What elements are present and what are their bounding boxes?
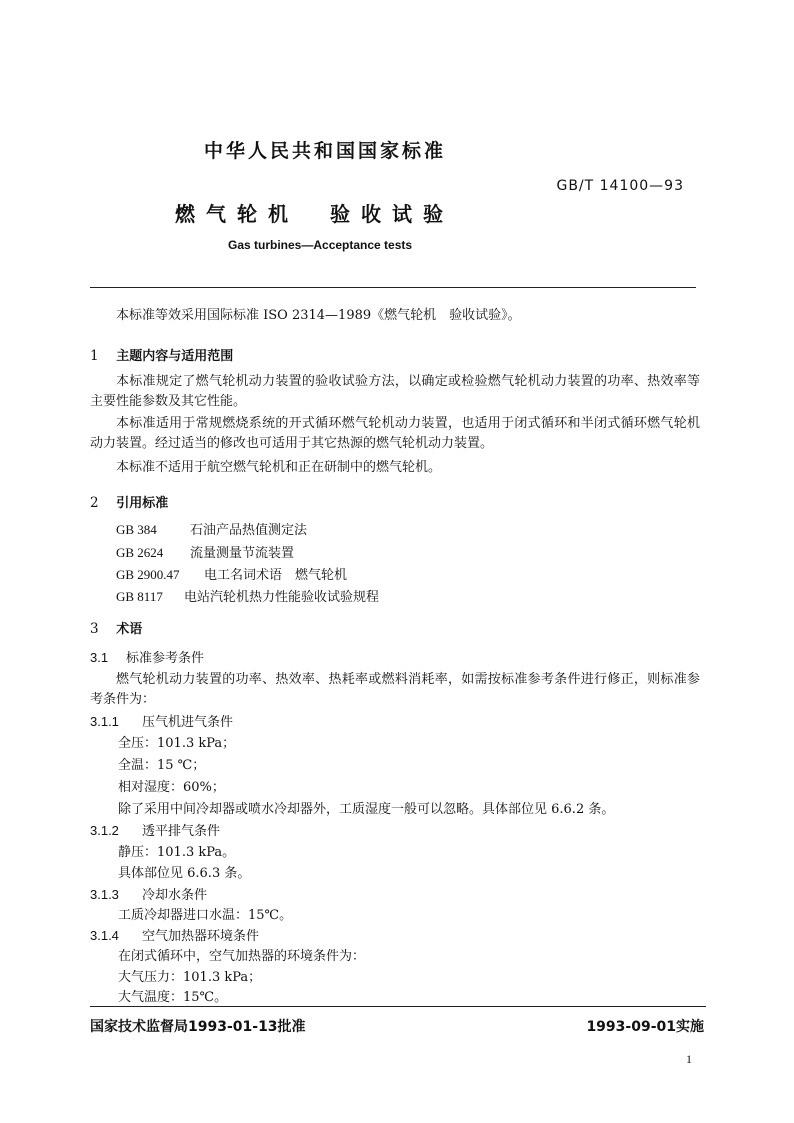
subsection-title: 压气机进气条件 bbox=[142, 715, 234, 730]
section-1-paragraph-1: 本标准规定了燃气轮机动力装置的验收试验方法，以确定或检验燃气轮机动力装置的功率、热效率等主要性能参数及其它性能。 bbox=[90, 374, 700, 409]
condition-line: 相对湿度：60%； bbox=[118, 780, 225, 795]
subsection-title: 空气加热器环境条件 bbox=[142, 929, 260, 944]
footer-divider bbox=[90, 1006, 706, 1007]
intro-paragraph: 本标准等效采用国际标准 ISO 2314—1989《燃气轮机 验收试验》。 bbox=[116, 308, 521, 323]
document-title-english: Gas turbines—Acceptance tests bbox=[228, 238, 413, 252]
section-2-heading bbox=[90, 492, 168, 511]
subsection-title: 透平排气条件 bbox=[142, 824, 221, 839]
subsection-3-1-2-heading bbox=[90, 821, 220, 842]
standard-number: GB/T 14100—93 bbox=[556, 178, 684, 194]
subsection-3-1-text: 燃气轮机动力装置的功率、热效率、热耗率或燃料消耗率，如需按标准参考条件进行修正，则标准参考条件为： bbox=[90, 672, 700, 707]
condition-line: 全压：101.3 kPa； bbox=[118, 736, 236, 751]
subsection-title: 标准参考条件 bbox=[126, 651, 205, 666]
reference-item bbox=[116, 543, 294, 564]
document-title-chinese: 燃气轮机 验收试验 bbox=[175, 202, 454, 226]
reference-code: GB 2900.47 bbox=[116, 567, 180, 582]
reference-code: GB 8117 bbox=[116, 589, 163, 604]
section-title: 术语 bbox=[116, 622, 143, 637]
reference-code: GB 2624 bbox=[116, 545, 164, 560]
section-1-heading bbox=[90, 345, 233, 364]
condition-line: 大气温度：15℃。 bbox=[118, 990, 228, 1005]
condition-line: 全温：15 ℃； bbox=[118, 758, 206, 773]
condition-line: 具体部位见 6.6.3 条。 bbox=[118, 866, 251, 881]
condition-note: 除了采用中间冷却器或喷水冷却器外，工质湿度一般可以忽略。具体部位见 6.6.2 条。 bbox=[118, 802, 615, 817]
subsection-3-1-4-heading bbox=[90, 926, 259, 947]
reference-item bbox=[116, 565, 347, 586]
subsection-number: 3.1 bbox=[90, 650, 109, 665]
approval-date: 国家技术监督局1993-01-13批准 bbox=[90, 1019, 306, 1035]
subsection-3-1-3-heading bbox=[90, 885, 207, 906]
standard-category-title: 中华人民共和国国家标准 bbox=[203, 140, 446, 162]
subsection-number: 3.1.4 bbox=[90, 928, 119, 943]
reference-code: GB 384 bbox=[116, 522, 157, 537]
reference-name: 流量测量节流装置 bbox=[190, 546, 295, 561]
condition-line: 在闭式循环中，空气加热器的环境条件为： bbox=[118, 949, 366, 964]
page-number: 1 bbox=[686, 1052, 692, 1066]
section-1-paragraph-2: 本标准适用于常规燃烧系统的开式循环燃气轮机动力装置，也适用于闭式循环和半闭式循环燃气轮机动力装置。经过适当的修改也可适用于其它热源的燃气轮机动力装置。 bbox=[90, 416, 700, 451]
subsection-title: 冷却水条件 bbox=[142, 888, 208, 903]
condition-line: 大气压力：101.3 kPa； bbox=[118, 970, 262, 985]
subsection-number: 3.1.2 bbox=[90, 823, 119, 838]
reference-name: 电工名词术语 燃气轮机 bbox=[204, 568, 348, 583]
reference-name: 电站汽轮机热力性能验收试验规程 bbox=[184, 590, 380, 605]
section-title: 引用标准 bbox=[116, 496, 169, 511]
section-number: 2 bbox=[90, 495, 99, 511]
condition-line: 静压：101.3 kPa。 bbox=[118, 845, 236, 860]
subsection-number: 3.1.3 bbox=[90, 887, 119, 902]
section-title: 主题内容与适用范围 bbox=[116, 349, 234, 364]
implementation-date: 1993-09-01实施 bbox=[586, 1019, 704, 1035]
condition-line: 工质冷却器进口水温：15℃。 bbox=[118, 908, 293, 923]
subsection-3-1-heading bbox=[90, 648, 204, 669]
subsection-number: 3.1.1 bbox=[90, 714, 119, 729]
reference-name: 石油产品热值测定法 bbox=[190, 523, 308, 538]
section-1-paragraph-3: 本标准不适用于航空燃气轮机和正在研制中的燃气轮机。 bbox=[116, 460, 442, 475]
section-number: 1 bbox=[90, 348, 99, 364]
header-divider bbox=[90, 287, 696, 288]
section-number: 3 bbox=[90, 621, 99, 637]
section-3-heading bbox=[90, 618, 142, 637]
reference-item bbox=[116, 587, 379, 608]
reference-item bbox=[116, 520, 307, 541]
subsection-3-1-1-heading bbox=[90, 712, 233, 733]
